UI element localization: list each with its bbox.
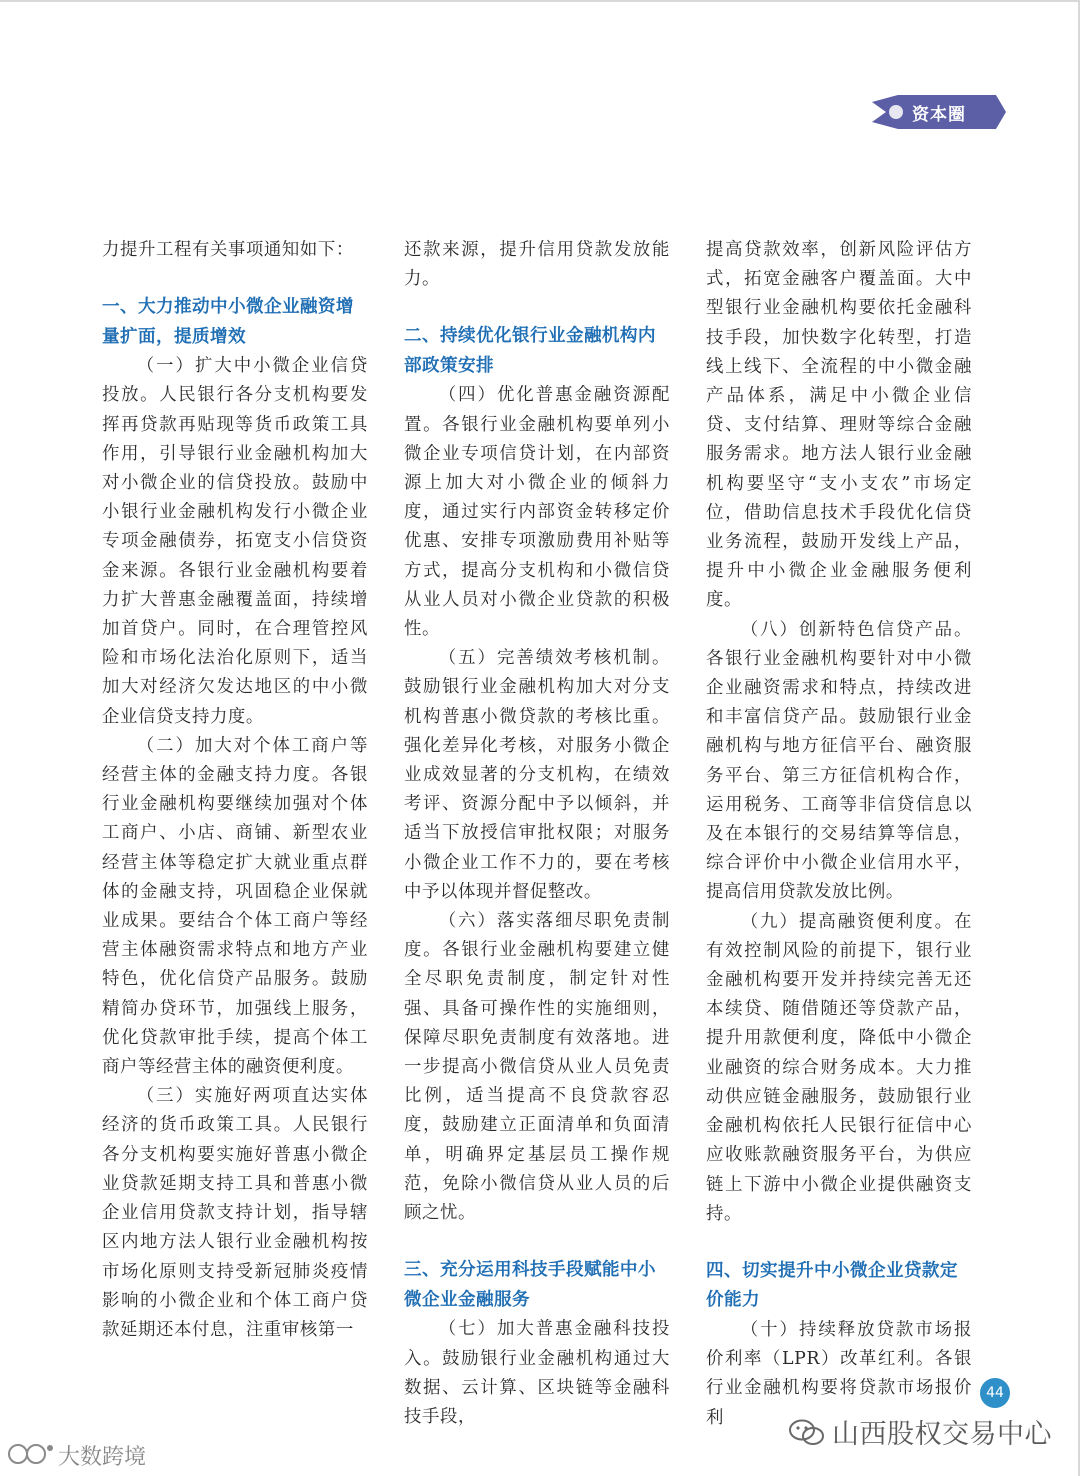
body-paragraph: （一）扩大中小微企业信贷投放。人民银行各分支机构要发挥再贷款再贴现等货币政策工具作用，引导银行业金融机构加大对小微企业的信贷投放。鼓励中小银行业金融机构发行小微企业专项金融债券，拓宽支小信贷资金来源。各银行业金融机构要着力扩大普惠金融覆盖面，持续增加首贷户。同时，在合理管控风险和市场化法治化原则下，适当加大对经济欠发达地区的中小微企业信贷支持力度。 bbox=[102, 356, 368, 727]
page-number: 44 bbox=[980, 1378, 1010, 1408]
body-paragraph: （九）提高融资便利度。在有效控制风险的前提下，银行业金融机构要开发并持续完善无还本续贷、随借随还等贷款产品，提升用款便利度，降低中小微企业融资的综合财务成本。大力推动供应链金融服务，鼓励银行业金融机构依托人民银行征信中心应收账款融资服务平台，为供应链上下游中小微企业提供融资支持。 bbox=[706, 911, 972, 1224]
section-badge-label: 资本圈 bbox=[912, 105, 966, 125]
section-heading: 一、大力推动中小微企业融资增量扩面，提质增效 bbox=[102, 297, 354, 347]
section-heading: 二、持续优化银行业金融机构内部政策安排 bbox=[404, 326, 656, 376]
section-heading: 四、切实提升中小微企业贷款定价能力 bbox=[706, 1260, 958, 1311]
watermark-logo-icon bbox=[6, 1440, 56, 1468]
body-paragraph: （六）落实落细尽职免责制度。各银行业金融机构要建立健全尽职免责制度，制定针对性强、具备可操作性的实施细则，保障尽职免责制度有效落地。进一步提高小微信贷从业人员免责比例，适当提高不良贷款容忍度，鼓励建立正面清单和负面清单，明确界定基层员工操作规范，免除小微信贷从业人员的后顾之忧。 bbox=[404, 911, 670, 1224]
text-column-1 bbox=[102, 236, 368, 1345]
paragraph-spacer bbox=[706, 1229, 972, 1257]
wechat-icon bbox=[788, 1418, 826, 1448]
body-paragraph: （二）加大对个体工商户等经营主体的金融支持力度。各银行业金融机构要继续加强对个体工商户、小店、商铺、新型农业经营主体等稳定扩大就业重点群体的金融支持，巩固稳企业保就业成果。要结合个体工商户等经营主体融资需求特点和地方产业特色，优化信贷产品服务。鼓励精简办贷环节，加强线上服务，优化贷款审批手续，提高个体工商户等经营主体的融资便利度。 bbox=[102, 735, 368, 1078]
body-paragraph: （四）优化普惠金融资源配置。各银行业金融机构要单列小微企业专项信贷计划，在内部资源上加大对小微企业的倾斜力度，通过实行内部资金转移定价优惠、安排专项激励费用补贴等方式，提高分支机构和小微信贷从业人员对小微企业贷款的积极性。 bbox=[404, 385, 670, 640]
section-badge bbox=[872, 92, 1008, 132]
body-paragraph: （五）完善绩效考核机制。鼓励银行业金融机构加大对分支机构普惠小微贷款的考核比重。强化差异化考核，对服务小微企业成效显著的分支机构，在绩效考评、资源分配中予以倾斜，并适当下放授信审批权限；对服务小微企业工作不力的，要在考核中予以体现并督促整改。 bbox=[404, 648, 670, 902]
body-paragraph: 力提升工程有关事项通知如下： bbox=[102, 240, 354, 260]
top-border-line bbox=[0, 0, 1080, 2]
paragraph-spacer bbox=[404, 294, 670, 322]
section-heading: 三、充分运用科技手段赋能中小微企业金融服务 bbox=[404, 1260, 656, 1310]
watermark-brand: 大数跨境 bbox=[58, 1445, 147, 1470]
body-paragraph: （八）创新特色信贷产品。各银行业金融机构要针对中小微企业融资需求和特点，持续改进和丰富信贷产品。鼓励银行业金融机构与地方征信平台、融资服务平台、第三方征信机构合作，运用税务、工商等非信贷信息以及在本银行的交易结算等信息，综合评价中小微企业信用水平，提高信用贷款发放比例。 bbox=[706, 619, 972, 903]
body-paragraph: （十）持续释放贷款市场报价利率（LPR）改革红利。各银行业金融机构要将贷款市场报价利 bbox=[706, 1319, 972, 1428]
body-paragraph: 还款来源，提升信用贷款发放能力。 bbox=[404, 240, 670, 290]
paragraph-spacer bbox=[404, 1228, 670, 1256]
body-paragraph: （三）实施好两项直达实体经济的货币政策工具。人民银行各分支机构要实施好普惠小微企业贷款延期支持工具和普惠小微企业信用贷款支持计划，指导辖区内地方法人银行业金融机构按市场化原则支持受新冠肺炎疫情影响的小微企业和个体工商户贷款延期还本付息，注重审核第一 bbox=[102, 1086, 368, 1340]
watermark-source: 山西股权交易中心 bbox=[832, 1419, 1052, 1450]
body-paragraph: 提高贷款效率，创新风险评估方式，拓宽金融客户覆盖面。大中型银行业金融机构要依托金融科技手段，加快数字化转型，打造线上线下、全流程的中小微金融产品体系，满足中小微企业信贷、支付结算、理财等综合金融服务需求。地方法人银行业金融机构要坚守“支小支农”市场定位，借助信息技术手段优化信贷业务流程，鼓励开发线上产品，提升中小微企业金融服务便利度。 bbox=[706, 240, 972, 611]
paragraph-spacer bbox=[102, 265, 368, 293]
body-paragraph: （七）加大普惠金融科技投入。鼓励银行业金融机构通过大数据、云计算、区块链等金融科技手段， bbox=[404, 1319, 670, 1427]
text-column-3 bbox=[706, 236, 972, 1433]
text-column-2 bbox=[404, 236, 670, 1432]
